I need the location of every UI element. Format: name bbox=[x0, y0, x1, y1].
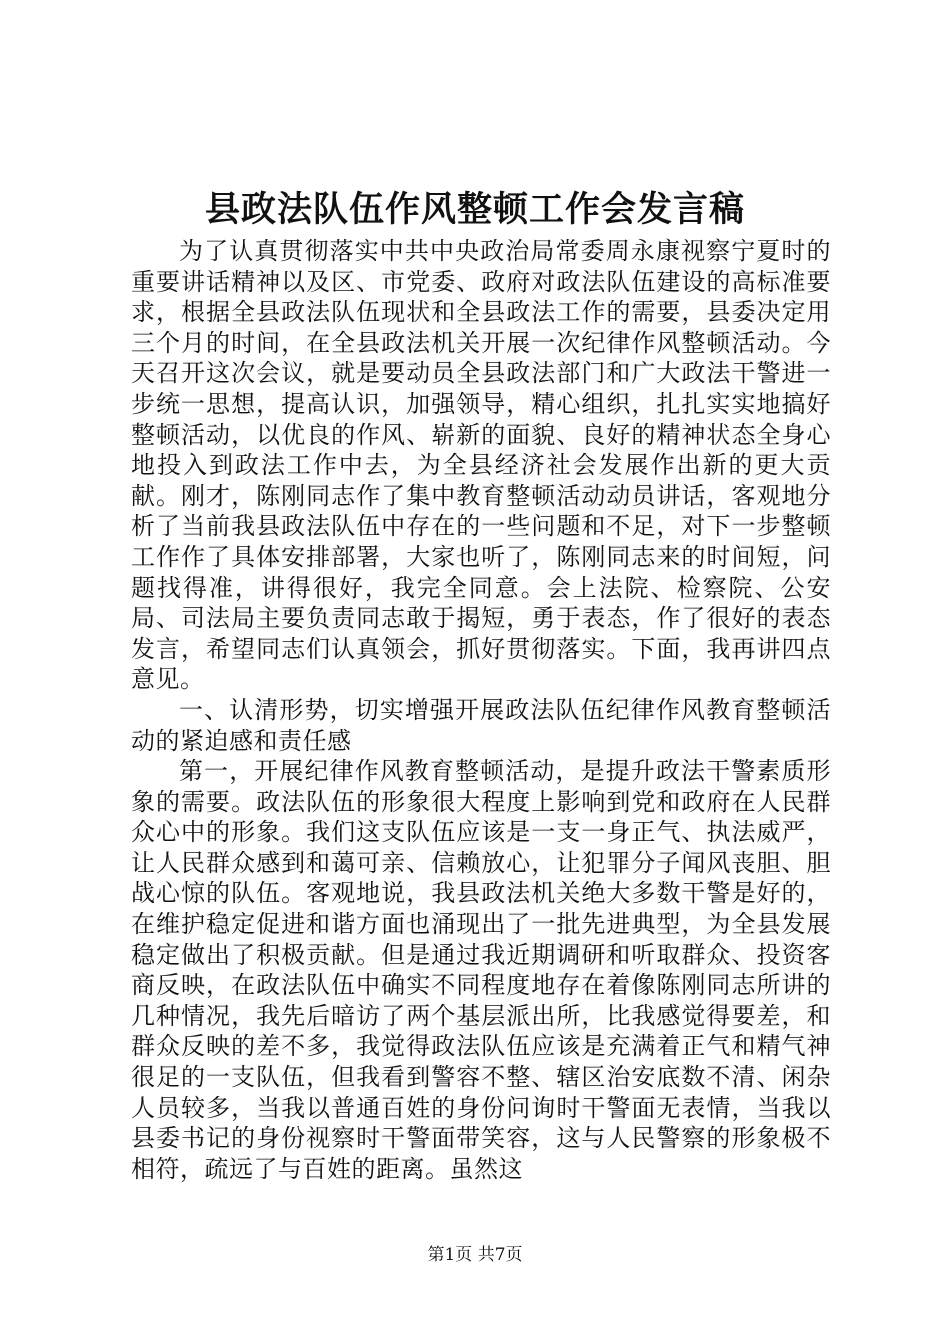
paragraph-intro: 为了认真贯彻落实中共中央政治局常委周永康视察宁夏时的重要讲话精神以及区、市党委、政府对政法队伍建设的高标准要求，根据全县政法队伍现状和全县政法工作的需要，县委决定用三个月的时间，在全县政法机关开展一次纪律作风整顿活动。今天召开这次会议，就是要动员全县政法部门和广大政法干警进一步统一思想，提高认识，加强领导，精心组织，扎扎实实地搞好整顿活动，以优良的作风、崭新的面貌、良好的精神状态全身心地投入到政法工作中去，为全县经济社会发展作出新的更大贡献。刚才，陈刚同志作了集中教育整顿活动动员讲话，客观地分析了当前我县政法队伍中存在的一些问题和不足，对下一步整顿工作作了具体安排部署，大家也听了，陈刚同志来的时间短，问题找得准，讲得很好，我完全同意。会上法院、检察院、公安局、司法局主要负责同志敢于揭短，勇于表态，作了很好的表态发言，希望同志们认真领会，抓好贯彻落实。下面，我再讲四点意见。 bbox=[131, 237, 831, 694]
section-heading-1: 一、认清形势，切实增强开展政法队伍纪律作风教育整顿活动的紧迫感和责任感 bbox=[131, 695, 831, 755]
document-body bbox=[131, 236, 831, 1184]
paragraph-first-point: 第一，开展纪律作风教育整顿活动，是提升政法干警素质形象的需要。政法队伍的形象很大程度上影响到党和政府在人民群众心中的形象。我们这支队伍应该是一支一身正气、执法威严，让人民群众感到和蔼可亲、信赖放心，让犯罪分子闻风丧胆、胆战心惊的队伍。客观地说，我县政法机关绝大多数干警是好的，在维护稳定促进和谐方面也涌现出了一批先进典型，为全县发展稳定做出了积极贡献。但是通过我近期调研和听取群众、投资客商反映，在政法队伍中确实不同程度地存在着像陈刚同志所讲的几种情况，我先后暗访了两个基层派出所，比我感觉得要差，和群众反映的差不多，我觉得政法队伍应该是充满着正气和精气神很足的一支队伍，但我看到警容不整、辖区治安底数不清、闲杂人员较多，当我以普通百姓的身份问询时干警面无表情，当我以县委书记的身份视察时干警面带笑容，这与人民警察的形象极不相符，疏远了与百姓的距离。虽然这 bbox=[131, 757, 831, 1183]
page-footer: 第1页 共7页 bbox=[427, 1245, 523, 1265]
document-title: 县政法队伍作风整顿工作会发言稿 bbox=[204, 189, 745, 230]
